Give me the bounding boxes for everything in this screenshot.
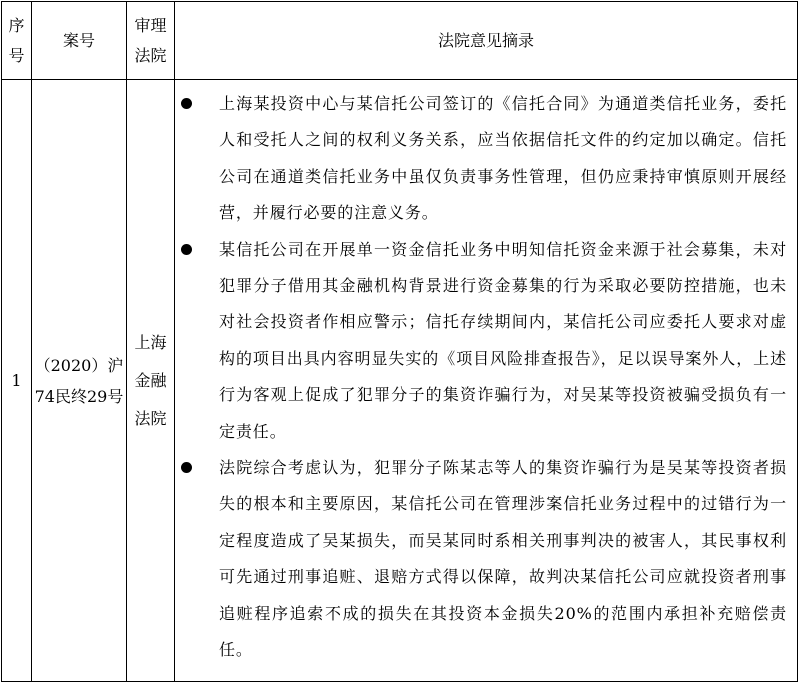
bullet-icon [181,244,192,255]
header-court-line1: 审理 [134,15,167,35]
table-header-row [2,2,798,80]
opinion-item [179,86,787,232]
opinion-item [179,232,787,450]
cell-opinions [175,80,798,682]
opinion-text: 上海某投资中心与某信托公司签订的《信托合同》为通道类信托业务，委托人和受托人之间的权利义务关系，应当依据信托文件的约定加以确定。信托公司在通道类信托业务中虽仅负责事务性管理，但仍应秉持审慎原则开展经营，并履行必要的注意义务。 [219,94,787,223]
cell-court: 上海金融法院 [127,80,175,682]
opinion-item [179,450,787,668]
header-seq-line1: 序 [8,15,25,35]
header-case-no: 案号 [32,2,127,80]
header-opinion: 法院意见摘录 [175,2,798,80]
header-court [127,2,175,80]
court-opinion-table [1,1,798,682]
bullet-icon [181,462,192,473]
header-court-line2: 法院 [134,45,167,65]
opinion-text: 法院综合考虑认为，犯罪分子陈某志等人的集资诈骗行为是吴某等投资者损失的根本和主要原因，某信托公司在管理涉案信托业务过程中的过错行为一定程度造成了吴某损失，而吴某同时系相关刑事判决的被害人，其民事权利可先通过刑事追赃、退赔方式得以保障，故判决某信托公司应就投资者刑事追赃程序追索不成的损失在其投资本金损失20%的范围内承担补充赔偿责任。 [219,458,787,660]
cell-seq: 1 [2,80,32,682]
cell-case-no: （2020）沪74民终29号 [32,80,127,682]
opinion-text: 某信托公司在开展单一资金信托业务中明知信托资金来源于社会募集，未对犯罪分子借用其金融机构背景进行资金募集的行为采取必要防控措施，也未对社会投资者作相应警示；信托存续期间内，某信托公司应委托人要求对虚构的项目出具内容明显失实的《项目风险排查报告》，足以误导案外人，上述行为客观上促成了犯罪分子的集资诈骗行为，对吴某等投资被骗受损负有一定责任。 [219,239,787,441]
table-row [2,80,798,682]
header-seq-line2: 号 [8,45,25,65]
bullet-icon [181,98,192,109]
header-seq [2,2,32,80]
